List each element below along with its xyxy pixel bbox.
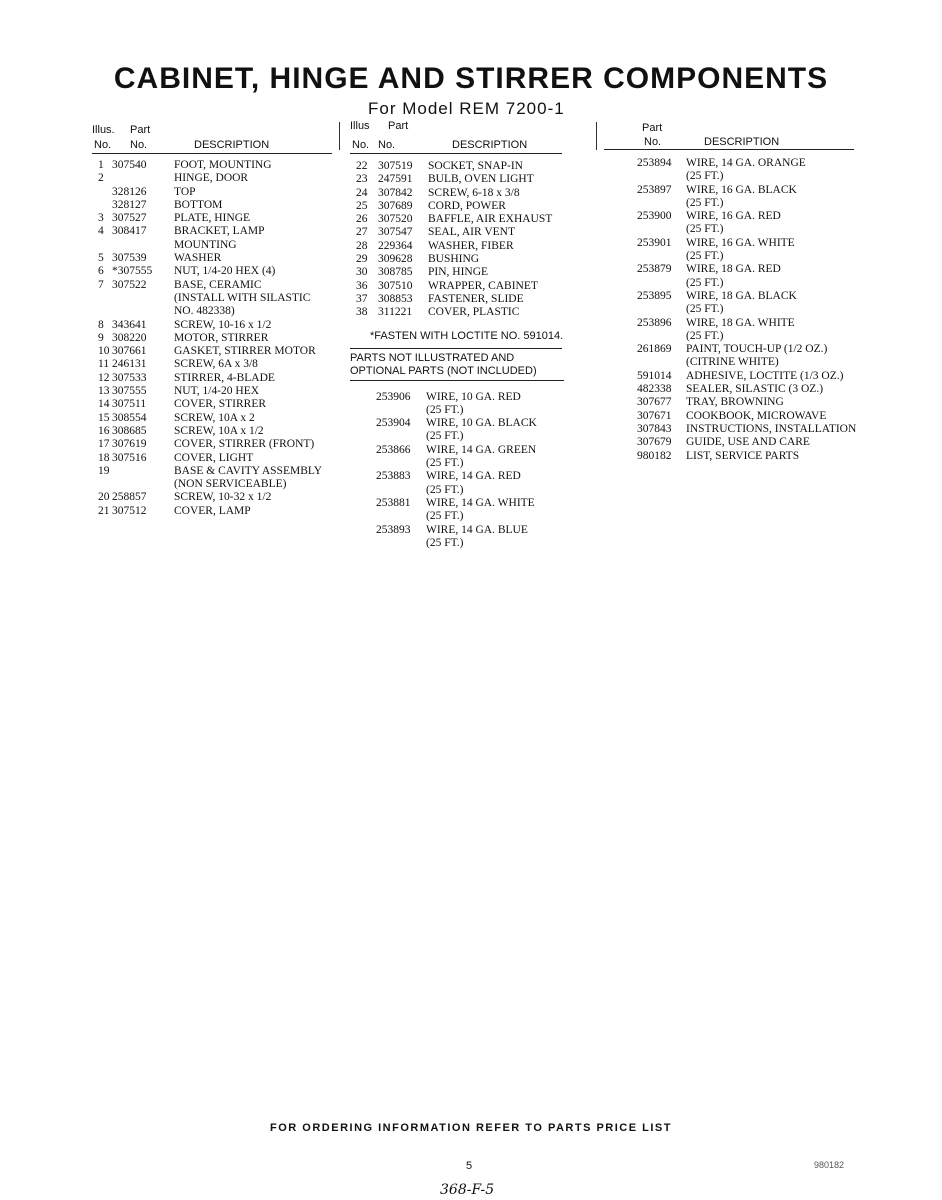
- table-header: [604, 120, 854, 150]
- table-row: [92, 358, 332, 371]
- illus-number: 30: [356, 266, 368, 279]
- table-row: [604, 223, 854, 236]
- part-no-header: No.: [130, 139, 148, 151]
- table-row: [350, 213, 562, 226]
- table-row: [604, 210, 854, 223]
- illus-number: 26: [356, 213, 368, 226]
- part-description: BOTTOM: [174, 198, 223, 211]
- illus-number: 15: [98, 411, 110, 424]
- part-description-length: (25 FT.): [426, 457, 464, 470]
- table-row: [92, 332, 332, 345]
- part-description: TOP: [174, 185, 196, 198]
- part-description: SCREW, 6-18 x 3/8: [428, 186, 520, 199]
- illus-number: 8: [98, 318, 104, 331]
- page-title: CABINET, HINGE AND STIRRER COMPONENTS: [113, 62, 829, 95]
- table-row: [92, 452, 332, 465]
- part-number: 308853: [378, 292, 413, 305]
- part-number: 253866: [376, 443, 411, 456]
- part-number: 253894: [637, 157, 672, 169]
- part-number: 307619: [112, 438, 147, 451]
- parts-table-right: [604, 120, 857, 463]
- no-header: No.: [352, 139, 370, 151]
- parts-table-middle: [350, 120, 562, 550]
- table-row: [350, 524, 562, 537]
- table-row: [92, 465, 332, 478]
- table-row-continuation: [350, 457, 562, 470]
- column-divider-right: [596, 122, 597, 150]
- illus-number: 7: [98, 278, 104, 291]
- illus-number: 2: [98, 172, 104, 185]
- illus-number: 6: [98, 265, 104, 278]
- table-header: [92, 124, 332, 154]
- part-description: MOUNTING: [174, 238, 237, 251]
- table-row: [92, 239, 332, 252]
- illus-number: 14: [98, 398, 110, 411]
- part-description: COVER, LIGHT: [174, 451, 254, 464]
- optional-title-line-1: PARTS NOT ILLUSTRATED AND: [350, 351, 515, 364]
- part-header: Part: [388, 120, 409, 132]
- part-number: 307547: [378, 226, 413, 239]
- part-description: MOTOR, STIRRER: [174, 331, 269, 344]
- table-row-continuation: [350, 484, 562, 497]
- part-number: 258857: [112, 491, 147, 504]
- table-row: [604, 277, 854, 290]
- part-description: WIRE, 16 GA. WHITE: [686, 236, 795, 249]
- rows-left: [92, 159, 332, 518]
- part-description: BRACKET, LAMP: [174, 225, 265, 238]
- table-row: [350, 240, 562, 253]
- part-number: 253881: [376, 496, 411, 509]
- table-row: [604, 436, 854, 449]
- part-description: COVER, STIRRER (FRONT): [174, 438, 315, 451]
- part-number: 307510: [378, 279, 413, 292]
- part-description: ADHESIVE, LOCTITE (1/3 OZ.): [686, 369, 844, 382]
- table-row: [350, 266, 562, 279]
- table-row: [350, 160, 562, 173]
- table-row: [92, 305, 332, 318]
- table-row: [350, 391, 562, 404]
- illus-number: 24: [356, 186, 368, 199]
- table-row: [604, 356, 854, 369]
- part-description: (25 FT.): [686, 170, 724, 183]
- table-row: [92, 385, 332, 398]
- fasten-note: *FASTEN WITH LOCTITE NO. 591014.: [370, 329, 564, 342]
- part-description: BASE, CERAMIC: [174, 278, 262, 291]
- part-number: 253879: [637, 263, 672, 276]
- table-row: [350, 187, 562, 200]
- header-rule: [604, 149, 854, 150]
- part-number: 307520: [378, 213, 413, 226]
- part-description: WIRE, 16 GA. RED: [686, 210, 781, 223]
- part-description-length: (25 FT.): [426, 510, 464, 523]
- table-row: [604, 370, 854, 383]
- illus-number: 19: [98, 464, 110, 477]
- part-description: (25 FT.): [686, 196, 724, 209]
- part-description: WRAPPER, CABINET: [428, 279, 538, 292]
- part-description: BASE & CAVITY ASSEMBLY: [174, 464, 323, 477]
- illus-number: 29: [356, 253, 368, 266]
- illus-number: 13: [98, 385, 110, 398]
- table-row: [604, 396, 854, 409]
- part-number: 307539: [112, 252, 147, 265]
- part-number: 229364: [378, 239, 413, 252]
- part-description: SEAL, AIR VENT: [428, 226, 515, 239]
- table-row: [350, 444, 562, 457]
- table-row: [350, 417, 562, 430]
- no-header: No.: [94, 139, 112, 151]
- rows-middle: [350, 160, 562, 320]
- table-row: [604, 422, 857, 436]
- part-number: 307511: [112, 398, 147, 411]
- part-number: 307842: [378, 186, 413, 199]
- part-description: (25 FT.): [686, 250, 724, 263]
- part-number: 247591: [378, 173, 413, 186]
- table-row-continuation: [350, 430, 562, 443]
- part-description: (25 FT.): [686, 329, 724, 342]
- part-description: GASKET, STIRRER MOTOR: [174, 345, 316, 358]
- table-row-continuation: [350, 404, 562, 417]
- illus-number: 1: [98, 159, 104, 171]
- table-row: [92, 159, 332, 172]
- table-row: [92, 319, 332, 332]
- table-row: [604, 450, 854, 463]
- part-description: SCREW, 6A x 3/8: [174, 358, 258, 371]
- model-subtitle: For Model REM 7200-1: [368, 99, 565, 118]
- illus-number: 11: [98, 358, 110, 371]
- part-description: FASTENER, SLIDE: [428, 292, 524, 305]
- description-header: DESCRIPTION: [194, 139, 270, 151]
- part-description: COOKBOOK, MICROWAVE: [686, 409, 827, 422]
- illus-number: 20: [98, 491, 110, 504]
- table-row: [604, 184, 854, 197]
- table-row: [92, 199, 332, 212]
- part-no-header: No.: [378, 139, 396, 151]
- part-description: SEALER, SILASTIC (3 OZ.): [686, 383, 824, 396]
- part-number: 328127: [112, 198, 147, 211]
- table-row: [604, 330, 854, 343]
- part-description: TRAY, BROWNING: [686, 396, 784, 409]
- part-description: PLATE, HINGE: [174, 212, 251, 225]
- part-number: 253900: [637, 210, 672, 223]
- part-header: Part: [642, 122, 663, 134]
- table-row: [350, 200, 562, 213]
- illus-number: 28: [356, 239, 368, 252]
- table-row: [92, 345, 332, 358]
- illus-number: 3: [98, 212, 104, 225]
- illus-number: 10: [98, 345, 110, 358]
- part-description: (INSTALL WITH SILASTIC: [174, 291, 311, 304]
- table-row: [92, 172, 332, 185]
- part-number: 253901: [637, 236, 672, 249]
- table-row: [92, 478, 332, 491]
- part-description: COVER, LAMP: [174, 504, 251, 517]
- column-divider-left: [339, 122, 340, 150]
- table-row: [604, 197, 854, 210]
- table-row: [604, 157, 854, 170]
- part-description: SOCKET, SNAP-IN: [428, 160, 523, 172]
- table-row: [604, 343, 854, 356]
- rows-optional: [350, 391, 562, 551]
- illus-number: 36: [356, 279, 368, 292]
- document-code: 980182: [814, 1160, 845, 1170]
- part-number: *307555: [112, 265, 153, 278]
- part-number: 308685: [112, 424, 147, 437]
- illus-number: 23: [356, 173, 368, 186]
- table-row: [350, 173, 562, 186]
- rows-right: [604, 157, 857, 463]
- part-no-header: No.: [644, 136, 662, 148]
- table-row: [604, 383, 854, 396]
- table-row: [92, 412, 332, 425]
- illus-number: 18: [98, 451, 110, 464]
- part-number: 307677: [637, 396, 672, 409]
- optional-title-line-2: OPTIONAL PARTS (NOT INCLUDED): [350, 364, 537, 377]
- part-description: BULB, OVEN LIGHT: [428, 173, 534, 186]
- part-description: COVER, STIRRER: [174, 398, 267, 411]
- part-description-length: (25 FT.): [426, 403, 464, 416]
- description-header: DESCRIPTION: [704, 136, 780, 148]
- table-row: [92, 398, 332, 411]
- part-number: 307512: [112, 504, 147, 517]
- table-row: [350, 306, 562, 319]
- part-description: WIRE, 14 GA. GREEN: [426, 443, 537, 456]
- part-description-length: (25 FT.): [426, 483, 464, 496]
- optional-parts-title: [350, 352, 562, 378]
- table-row: [350, 470, 562, 483]
- illus-number: 37: [356, 292, 368, 305]
- table-row: [350, 293, 562, 306]
- part-description: NUT, 1/4-20 HEX: [174, 385, 260, 398]
- table-row: [92, 225, 332, 238]
- part-number: 591014: [637, 369, 672, 382]
- part-number: 980182: [637, 449, 672, 462]
- table-row: [604, 170, 854, 183]
- part-description: WIRE, 18 GA. RED: [686, 263, 781, 276]
- illus-number: 9: [98, 331, 104, 344]
- part-number: 343641: [112, 318, 147, 331]
- handwritten-annotation: 368-F-5: [440, 1182, 495, 1198]
- part-number: 307540: [112, 159, 147, 171]
- part-description: WIRE, 18 GA. WHITE: [686, 316, 795, 329]
- part-description: GUIDE, USE AND CARE: [686, 436, 810, 449]
- part-number: 307516: [112, 451, 147, 464]
- parts-table-left: [92, 124, 332, 518]
- part-number: 307689: [378, 199, 413, 212]
- illus-number: 27: [356, 226, 368, 239]
- table-row: [350, 280, 562, 293]
- part-description: WIRE, 10 GA. BLACK: [426, 417, 537, 430]
- part-number: 307533: [112, 371, 147, 384]
- part-description: (NON SERVICEABLE): [174, 478, 287, 491]
- part-number: 307527: [112, 212, 147, 225]
- part-description: PIN, HINGE: [428, 266, 489, 279]
- part-number: 253897: [637, 183, 672, 196]
- part-number: 307555: [112, 385, 147, 398]
- illus-number: 25: [356, 199, 368, 212]
- part-description: WIRE, 18 GA. BLACK: [686, 289, 797, 302]
- illus-number: 5: [98, 252, 104, 265]
- table-row: [604, 263, 854, 276]
- table-row: [92, 186, 332, 199]
- table-row: [92, 491, 332, 504]
- part-description: WASHER, FIBER: [428, 239, 514, 252]
- part-number: 307519: [378, 160, 413, 172]
- part-description: CORD, POWER: [428, 199, 506, 212]
- part-description: (25 FT.): [686, 276, 724, 289]
- part-description: BAFFLE, AIR EXHAUST: [428, 213, 553, 226]
- part-description-length: (25 FT.): [426, 430, 464, 443]
- illus-header: Illus.: [92, 124, 115, 136]
- part-description: WIRE, 14 GA. RED: [426, 470, 521, 483]
- illus-header: Illus: [350, 120, 370, 132]
- table-row: [604, 317, 854, 330]
- illus-number: 17: [98, 438, 110, 451]
- part-description: COVER, PLASTIC: [428, 306, 520, 319]
- part-number: 307671: [637, 409, 672, 422]
- part-number: 261869: [637, 343, 672, 356]
- part-description: NO. 482338): [174, 305, 235, 318]
- part-description: WIRE, 16 GA. BLACK: [686, 183, 797, 196]
- part-number: 482338: [637, 383, 672, 396]
- part-description: WIRE, 14 GA. BLUE: [426, 523, 528, 536]
- table-row: [92, 425, 332, 438]
- part-description: FOOT, MOUNTING: [174, 159, 272, 171]
- part-number: 308554: [112, 411, 147, 424]
- illus-number: 4: [98, 225, 104, 238]
- illus-number: 12: [98, 371, 110, 384]
- part-number: 253896: [637, 316, 672, 329]
- table-row: [350, 226, 562, 239]
- table-row: [92, 212, 332, 225]
- part-description-length: (25 FT.): [426, 536, 464, 549]
- illus-number: 16: [98, 424, 110, 437]
- optional-divider-top: [350, 348, 562, 349]
- table-row: [92, 505, 332, 518]
- illus-number: 38: [356, 306, 368, 319]
- part-description: WIRE, 14 GA. WHITE: [426, 496, 535, 509]
- part-description: WIRE, 14 GA. ORANGE: [686, 157, 806, 169]
- header-rule: [350, 153, 562, 154]
- table-row: [604, 290, 854, 303]
- table-row: [604, 250, 854, 263]
- table-row: [604, 237, 854, 250]
- description-header: DESCRIPTION: [452, 139, 528, 151]
- header-rule: [92, 153, 332, 154]
- part-description: (25 FT.): [686, 303, 724, 316]
- part-number: 309628: [378, 253, 413, 266]
- part-description: NUT, 1/4-20 HEX (4): [174, 265, 276, 278]
- optional-divider-bottom: [350, 380, 564, 381]
- part-number: 311221: [378, 306, 413, 319]
- part-description: INSTRUCTIONS, INSTALLATION: [686, 422, 857, 435]
- table-row-continuation: [350, 510, 562, 523]
- part-description: SCREW, 10A x 2: [174, 411, 255, 424]
- illus-number: 22: [356, 160, 368, 172]
- part-description: LIST, SERVICE PARTS: [686, 449, 800, 462]
- part-number: 308417: [112, 225, 147, 238]
- part-number: 308785: [378, 266, 413, 279]
- part-number: 253893: [376, 523, 411, 536]
- part-number: 253883: [376, 470, 411, 483]
- table-row: [604, 303, 854, 316]
- table-row-continuation: [350, 537, 562, 550]
- table-row: [92, 252, 332, 265]
- illus-number: 21: [98, 504, 110, 517]
- part-description: (25 FT.): [686, 223, 724, 236]
- table-row: [604, 410, 854, 423]
- table-row: [92, 372, 332, 385]
- part-number: 307661: [112, 345, 147, 358]
- part-description: BUSHING: [428, 253, 480, 266]
- table-row: [350, 497, 562, 510]
- part-description: (CITRINE WHITE): [686, 356, 779, 369]
- part-number: 308220: [112, 331, 147, 344]
- part-number: 307843: [637, 422, 672, 435]
- part-number: 253904: [376, 417, 411, 430]
- part-header: Part: [130, 124, 151, 136]
- part-number: 253895: [637, 289, 672, 302]
- part-number: 307679: [637, 436, 672, 449]
- part-description: PAINT, TOUCH-UP (1/2 OZ.): [686, 343, 828, 356]
- ordering-note: FOR ORDERING INFORMATION REFER TO PARTS PRICE LIST: [270, 1122, 672, 1134]
- part-description: WASHER: [174, 252, 222, 265]
- table-row: [92, 292, 332, 305]
- table-row: [92, 279, 332, 292]
- page-number: 5: [466, 1160, 473, 1172]
- part-number: 253906: [376, 390, 411, 403]
- table-row: [92, 438, 332, 451]
- part-description: SCREW, 10A x 1/2: [174, 424, 264, 437]
- table-row: [92, 265, 332, 278]
- part-description: WIRE, 10 GA. RED: [426, 390, 521, 403]
- table-header: [350, 120, 562, 150]
- part-description: SCREW, 10-16 x 1/2: [174, 318, 272, 331]
- table-row: [350, 253, 562, 266]
- part-number: 246131: [112, 358, 147, 371]
- part-description: SCREW, 10-32 x 1/2: [174, 491, 272, 504]
- part-number: 307522: [112, 278, 147, 291]
- part-description: HINGE, DOOR: [174, 172, 249, 185]
- part-number: 328126: [112, 185, 147, 198]
- part-description: STIRRER, 4-BLADE: [174, 371, 275, 384]
